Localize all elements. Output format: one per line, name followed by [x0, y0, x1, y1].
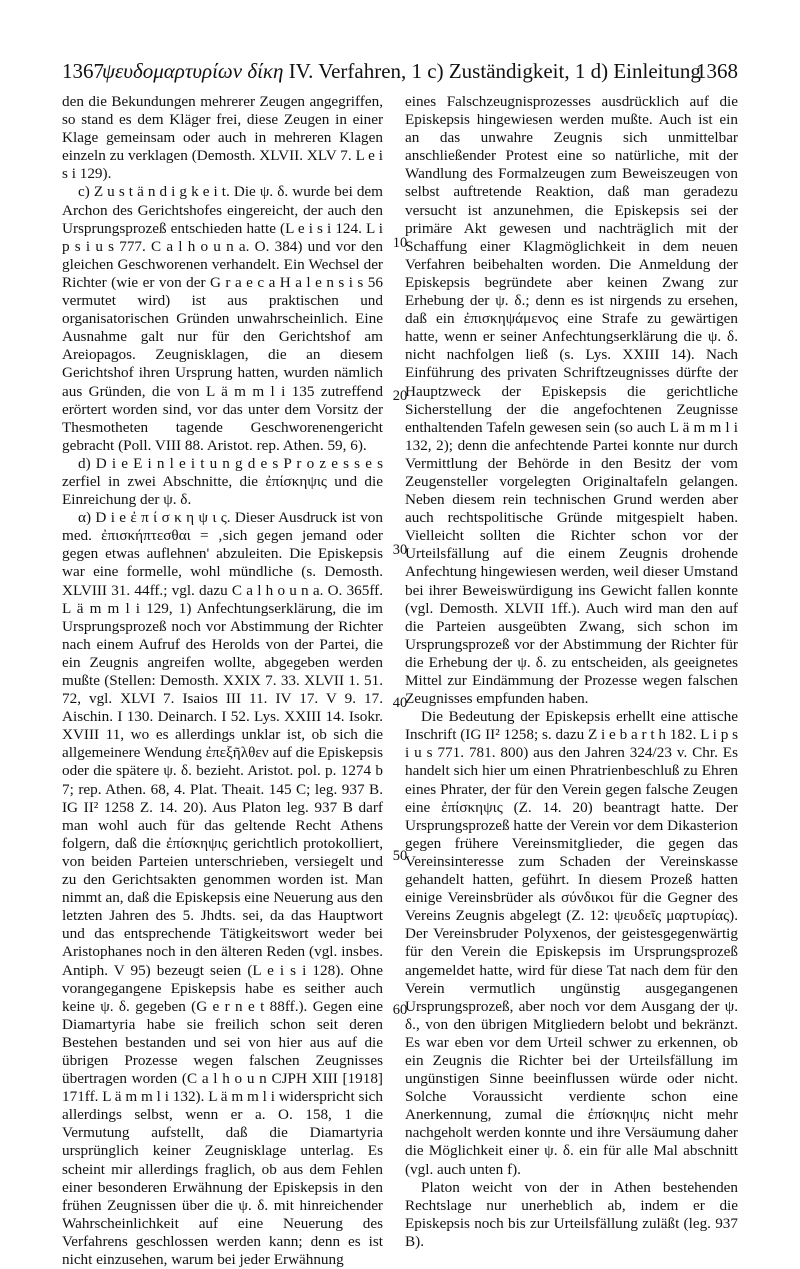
running-header [62, 58, 738, 86]
left-paragraph-1: den die Bekundungen mehrerer Zeugen angegriffen, so stand es dem Kläger frei, diese Zeugen in einer Klage gemeinsam oder auch in mehreren Klagen einzeln zu verklagen (Demosth. XLVII. XLV 7. L e i s i 129). [62, 93, 383, 183]
right-paragraph-2: Die Bedeutung der Episkepsis erhellt eine attische Inschrift (IG II² 1258; s. dazu Z i e b a r t h 182. L i p s i u s 771. 781. 800) aus den Jahren 324/23 v. Chr. Es handelt sich hier um einen Phratrienbeschluß zu Ehren eines Phrater, der für den Verein gegen falsche Zeugen eine ἐπίσκηψις (Z. 14. 20) beantragt hatte. Der Ursprungsprozeß hatte der Verein vor dem Dikasterion gegen frühere Vereinsmitglieder, die gegen das Vereinsinteresse zum Schaden der Vereinskasse gehandelt hatten, geführt. In diesem Prozeß hatten einige Vereinsbrüder als σύνδικοι für die Gegner des Vereins Zeugnis abgelegt (Z. 12: ψευδεῖς μαρτυρίας). Der Vereinsbruder Polyxenos, der geistesgegenwärtig für den Verein die Episkepsis im Ursprungsprozeß angemeldet hatte, wird für diese Tat nach dem für den Verein vermutlich ungünstig ausgegangenen Ursprungsprozeß, aber noch vor dem Ausgang der ψ. δ., von den übrigen Mitgliedern belobt und bekränzt. Es war eben vor dem Urteil schwer zu erkennen, ob ein Zeugnis die Richter bei der Urteilsfällung im ungünstigen Sinne beeinflussen würde oder nicht. Solche Voraussicht verdiente schon eine Anerkennung, zumal die ἐπίσκηψις nicht mehr nachgeholt werden konnte und ihre Versäumung daher die Möglichkeit einer ψ. δ. ein für alle Mal abschnitt (vgl. auch unten f). [405, 708, 738, 1178]
right-column [405, 93, 738, 1251]
line-number-30: 30 [392, 542, 408, 558]
header-greek-title: ψευδομαρτυρίων δίκη [102, 59, 284, 83]
page-number-left: 1367 [62, 59, 104, 83]
right-paragraph-1: eines Falschzeugnisprozesses ausdrücklich auf die Episkepsis hingewiesen werden mußte. Auch ist ein an das unwahre Zeugnis sich unmittelbar anschließender Protest eine so natürliche, mit der Wandlung des Formalzeugen zum Beweiszeugen von selbst auftretende Reaktion, daß man geradezu versucht ist anzunehmen, die Episkepsis sei der primäre Akt gewesen und nachträglich mit der Schaffung einer Klagmöglichkeit in dem neuen Verfahren beibehalten worden. Die Anmeldung der Episkepsis begründete aber keinen Zwang zur Erhebung der ψ. δ.; denn es ist nirgends zu ersehen, daß ein ἐπισκηψάμενος eine Strafe zu gewärtigen hatte, wenn er seiner Anfechtungserklärung die ψ. δ. nicht nachfolgen ließ (s. Lys. XXIII 14). Nach Einführung des privaten Schriftzeugnisses dürfte der Hauptzweck der Episkepsis die gerichtliche Sicherstellung der die angefochtenen Zeugnisse enthaltenden Tafeln gewesen sein (so auch L ä m m l i 132, 2); denn die anfechtende Partei konnte nur durch Vermittlung der Behörde in den Besitz der vom Zeugensteller vorgelegten Originaltafeln gelangen. Neben diesem rein technischen Grund werden aber auch rechtspolitische Gründe mitgespielt haben. Vielleicht sollten die Richter schon vor der Urteilsfällung auf die einem Zeugnis drohende Anfechtung hingewiesen werden, weil dieser Umstand bei ihrer Beweiswürdigung ins Gewicht fallen konnte (vgl. Demosth. XLVII 1ff.). Auch wird man den auf die Parteien ausgeübten Zwang, sich schon im Ursprungsprozeß vor der Abstimmung der Richter für die Erhebung der ψ. δ. zu entscheiden, als geeignetes Mittel zur Eindämmung der Prozesse wegen falschen Zeugnisses empfunden haben. [405, 93, 738, 708]
line-number-20: 20 [392, 388, 408, 404]
line-number-60: 60 [392, 1002, 408, 1018]
left-paragraph-4: α) D i e ἐ π ί σ κ η ψ ι ς. Dieser Ausdruck ist von med. ἐπισκήπτεσθαι = ‚sich gegen jemand oder gegen etwas auflehnen' abzuleiten. Die Episkepsis war eine formelle, wohl mündliche (s. Demosth. XLVIII 31. 44ff.; vgl. dazu C a l h o u n a. O. 365ff. L ä m m l i 129, 1) Anfechtungserklärung, die im Ursprungsprozeß noch vor Abstimmung der Richter nach einem Aufruf des Herolds von der Partei, die ein Zeugnis angreifen wollte, abgegeben werden mußte (Stellen: Demosth. XXIX 7. 33. XLVII 1. 51. 72, vgl. XLVI 7. Isaios III 11. IV 17. V 9. 17. Aischin. I 130. Deinarch. I 52. Lys. XXIII 14. Isokr. XVIII 11, wo es allerdings unklar ist, ob sich die allgemeinere Wendung ἐπεξῆλθεν auf die Episkepsis oder die spätere ψ. δ. bezieht. Aristot. pol. p. 1274 b 7; rep. Athen. 68, 4. Plat. Theait. 145 C; leg. 937 B. IG II² 1258 Z. 14. 20). Aus Platon leg. 937 B darf man wohl auch für das geltende Recht Athens folgern, daß die ἐπίσκηψις gerichtlich protokolliert, von beiden Parteien unterschrieben, versiegelt und zu den Gerichtsakten genommen worden ist. Man nimmt an, daß die Episkepsis eine Neuerung aus den letzten Jahren des 5. Jhdts. sei, da das Hauptwort und das entsprechende Tätigkeitswort weder bei Aristophanes noch in den älteren Reden (vgl. insbes. Antiph. V 95) bezeugt seien (L e i s i 128). Ohne vorangegangene Episkepsis habe es seither auch keine ψ. δ. gegeben (G e r n e t 88ff.). Gegen eine Diamartyria habe sie freilich schon seit deren Bestehen bestanden und sei von hier aus auf die übrigen Prozesse wegen falschen Zeugnisses übertragen worden (C a l h o u n CJPH XIII [1918] 171ff. L ä m m l i 132). L ä m m l i widerspricht sich allerdings selbst, wenn er a. O. 158, 1 die Vermutung aufstellt, daß die Diamartyria ursprünglich keiner Zeugnisklage unterlag. Es scheint mir allerdings fraglich, ob aus dem Fehlen einer besonderen Erwähnung der Episkepsis in den frühen Zeugnissen über die ψ. δ. mit hinreichender Wahrscheinlichkeit auf eine Neuerung des Verfahrens geschlossen werden kann; denn es ist nicht einzusehen, warum bei jeder Erwähnung [62, 509, 383, 1268]
left-paragraph-3: d) D i e E i n l e i t u n g d e s P r o z e s s e s zerfiel in zwei Abschnitte, die ἐπίσκηψις und die Einreichung der ψ. δ. [62, 454, 383, 509]
left-column [62, 93, 383, 1269]
right-paragraph-3: Platon weicht von der in Athen bestehenden Rechtslage nur unerheblich ab, indem er die Episkepsis noch bis zur Urteilsfällung zuläßt (leg. 937 B). [405, 1178, 738, 1250]
left-paragraph-2: c) Z u s t ä n d i g k e i t. Die ψ. δ. wurde bei dem Archon des Gerichtshofes eingereicht, der auch den Ursprungsprozeß entschieden hatte (L e i s i 124. L i p s i u s 777. C a l h o u n a. O. 384) und vor den gleichen Geschworenen verhandelt. Ein Wechsel der Richter (wie er von der G r a e c a H a l e n s i s 56 vermutet wird) ist aus praktischen und organisatorischen Gründen unwahrscheinlich. Eine Ausnahme galt nur für den Gerichtshof am Areiopagos. Zeugnisklagen, die an diesem Gerichtshof ihren Ursprung hatten, wurden nämlich aus Gründen, die von L ä m m l i 135 zutreffend erörtert worden sind, vor das unter dem Vorsitz der Thesmotheten tagende Geschworenengericht gebracht (Poll. VIII 88. Aristot. rep. Athen. 59, 6). [62, 183, 383, 454]
line-number-10: 10 [392, 235, 408, 251]
header-title [102, 58, 701, 84]
line-number-50: 50 [392, 848, 408, 864]
page-number-right: 1368 [696, 59, 738, 83]
header-section: IV. Verfahren, 1 c) Zuständigkeit, 1 d) Einleitung [288, 59, 701, 83]
line-number-40: 40 [392, 695, 408, 711]
